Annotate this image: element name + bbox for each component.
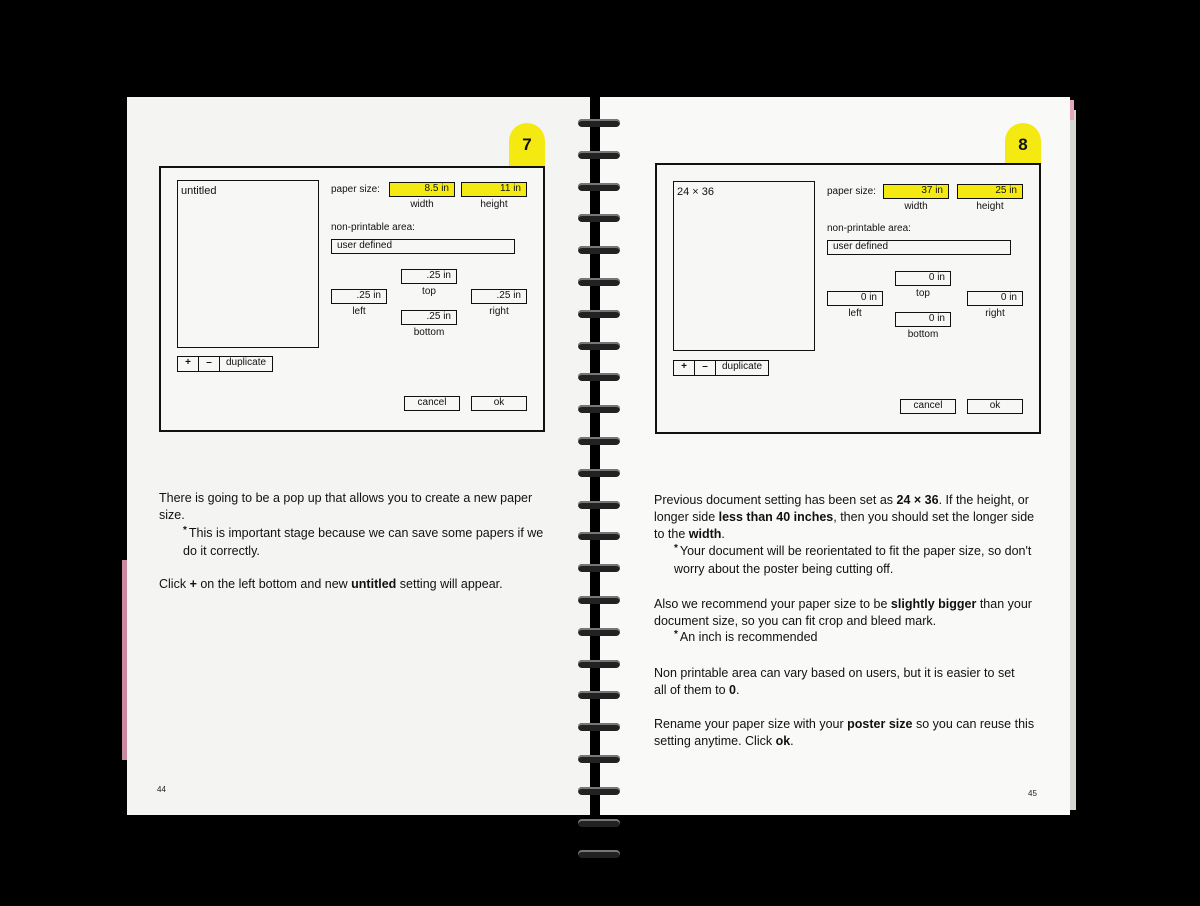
note-text: This is important stage because we can save some papers if we do it correctly. — [183, 526, 544, 558]
spiral-ring — [578, 119, 620, 127]
paper-size-dialog — [159, 166, 545, 432]
list-controls — [177, 356, 273, 372]
bold-run: width — [688, 527, 722, 541]
text-run: . — [736, 683, 740, 697]
plus-glyph: + — [189, 577, 197, 591]
paragraph — [159, 576, 559, 593]
spiral-ring — [578, 183, 620, 191]
asterisk: * — [183, 525, 187, 536]
top-caption: top — [422, 286, 436, 297]
spiral-ring — [578, 660, 620, 668]
page-number: 45 — [1028, 789, 1037, 798]
note-text: An inch is recommended — [679, 630, 818, 644]
text-run: . — [721, 527, 725, 541]
text-run: Also we recommend your paper size to be — [654, 597, 891, 611]
spiral-ring — [578, 723, 620, 731]
height-field[interactable]: 11 in — [461, 182, 527, 197]
cancel-button[interactable]: cancel — [900, 399, 956, 414]
width-caption: width — [904, 201, 928, 212]
spiral-ring — [578, 850, 620, 858]
nonprintable-label: non-printable area: — [827, 223, 911, 234]
list-item[interactable]: 24 × 36 — [677, 186, 715, 198]
list-item[interactable]: untitled — [181, 185, 217, 197]
spiral-ring — [578, 373, 620, 381]
height-caption: height — [976, 201, 1004, 212]
nonprintable-select[interactable]: user defined — [331, 239, 515, 254]
spiral-ring — [578, 469, 620, 477]
right-caption: right — [489, 306, 509, 317]
text-run: Non printable area can vary based on users, but it is easier to set all of them to — [654, 666, 1015, 697]
spiral-ring — [578, 596, 620, 604]
bold-run: less than 40 inches — [718, 510, 834, 524]
text-run: Rename your paper size with your — [654, 717, 848, 731]
ok-button[interactable]: ok — [471, 396, 527, 411]
spiral-ring — [578, 819, 620, 827]
duplicate-button[interactable]: duplicate — [722, 361, 763, 372]
paper-size-dialog — [655, 163, 1041, 434]
right-page — [600, 97, 1070, 815]
spiral-ring — [578, 787, 620, 795]
bottom-caption: bottom — [907, 329, 939, 340]
spiral-ring — [578, 564, 620, 572]
top-field[interactable]: 0 in — [895, 271, 951, 286]
nonprintable-select[interactable]: user defined — [827, 240, 1011, 255]
bold-run: poster size — [847, 717, 913, 731]
left-caption: left — [848, 308, 862, 319]
left-field[interactable]: 0 in — [827, 291, 883, 306]
note — [674, 629, 1034, 647]
nonprintable-label: non-printable area: — [331, 222, 415, 233]
top-caption: top — [916, 288, 930, 299]
text-run: Click — [159, 577, 190, 591]
add-button[interactable]: + — [674, 361, 695, 375]
top-field[interactable]: .25 in — [401, 269, 457, 284]
width-caption: width — [410, 199, 434, 210]
spiral-ring — [578, 310, 620, 318]
left-caption: left — [352, 306, 366, 317]
paragraph — [159, 490, 549, 524]
step-badge: 8 — [1005, 123, 1041, 167]
paper-size-label: paper size: — [827, 186, 876, 197]
step-badge: 7 — [509, 123, 545, 167]
cancel-button[interactable]: cancel — [404, 396, 460, 411]
note — [654, 543, 1044, 578]
spiral-ring — [578, 278, 620, 286]
spiral-ring — [578, 151, 620, 159]
bottom-caption: bottom — [413, 327, 445, 338]
right-field[interactable]: 0 in — [967, 291, 1023, 306]
spiral-ring — [578, 437, 620, 445]
bottom-field[interactable]: .25 in — [401, 310, 457, 325]
asterisk: * — [674, 629, 678, 640]
add-button[interactable]: + — [178, 357, 199, 371]
spiral-ring — [578, 755, 620, 763]
list-controls — [673, 360, 769, 376]
text-run: . If the height, or longer side — [654, 493, 1029, 524]
duplicate-button[interactable]: duplicate — [226, 357, 267, 368]
spiral-ring — [578, 405, 620, 413]
note — [159, 525, 549, 560]
bold-run: 24 × 36 — [896, 493, 939, 507]
right-caption: right — [985, 308, 1005, 319]
paragraph — [654, 716, 1044, 750]
bold-run: untitled — [351, 577, 397, 591]
spiral-ring — [578, 246, 620, 254]
spiral-ring — [578, 532, 620, 540]
paper-size-label: paper size: — [331, 184, 380, 195]
width-field[interactable]: 37 in — [883, 184, 949, 199]
para-text: There is going to be a pop up that allows you to create a new paper size. — [159, 491, 533, 522]
ok-button[interactable]: ok — [967, 399, 1023, 414]
asterisk: * — [674, 543, 678, 554]
bold-run: ok — [775, 734, 791, 748]
text-run: so you can reuse this setting anytime. Click — [654, 717, 1035, 748]
left-field[interactable]: .25 in — [331, 289, 387, 304]
paper-list[interactable] — [177, 180, 319, 348]
paragraph — [654, 596, 1044, 630]
paper-list[interactable] — [673, 181, 815, 351]
spiral-ring — [578, 628, 620, 636]
note-text: Your document will be reorientated to fit the paper size, so don't worry about the poster being cutting off. — [674, 544, 1032, 576]
paragraph — [654, 492, 1044, 543]
remove-button[interactable]: – — [695, 361, 716, 375]
text-run: Previous document setting has been set as — [654, 493, 897, 507]
right-field[interactable]: .25 in — [471, 289, 527, 304]
text-run: setting will appear. — [396, 577, 503, 591]
spiral-ring — [578, 214, 620, 222]
remove-button[interactable]: – — [199, 357, 220, 371]
spiral-ring — [578, 691, 620, 699]
left-page — [127, 97, 590, 815]
height-caption: height — [480, 199, 508, 210]
page-edge — [1070, 110, 1076, 810]
page-number: 44 — [157, 785, 166, 794]
text-run: . — [790, 734, 794, 748]
width-field[interactable]: 8.5 in — [389, 182, 455, 197]
height-field[interactable]: 25 in — [957, 184, 1023, 199]
text-run: than your document size, so you can fit crop and bleed mark. — [654, 597, 1032, 628]
spiral-ring — [578, 342, 620, 350]
text-run: , then you should set the longer side to the — [654, 510, 1035, 541]
text-run: on the left bottom and new — [196, 577, 352, 591]
bold-run: 0 — [729, 683, 736, 697]
bottom-field[interactable]: 0 in — [895, 312, 951, 327]
paragraph — [654, 665, 1030, 699]
spiral-ring — [578, 501, 620, 509]
bold-run: slightly bigger — [890, 597, 977, 611]
